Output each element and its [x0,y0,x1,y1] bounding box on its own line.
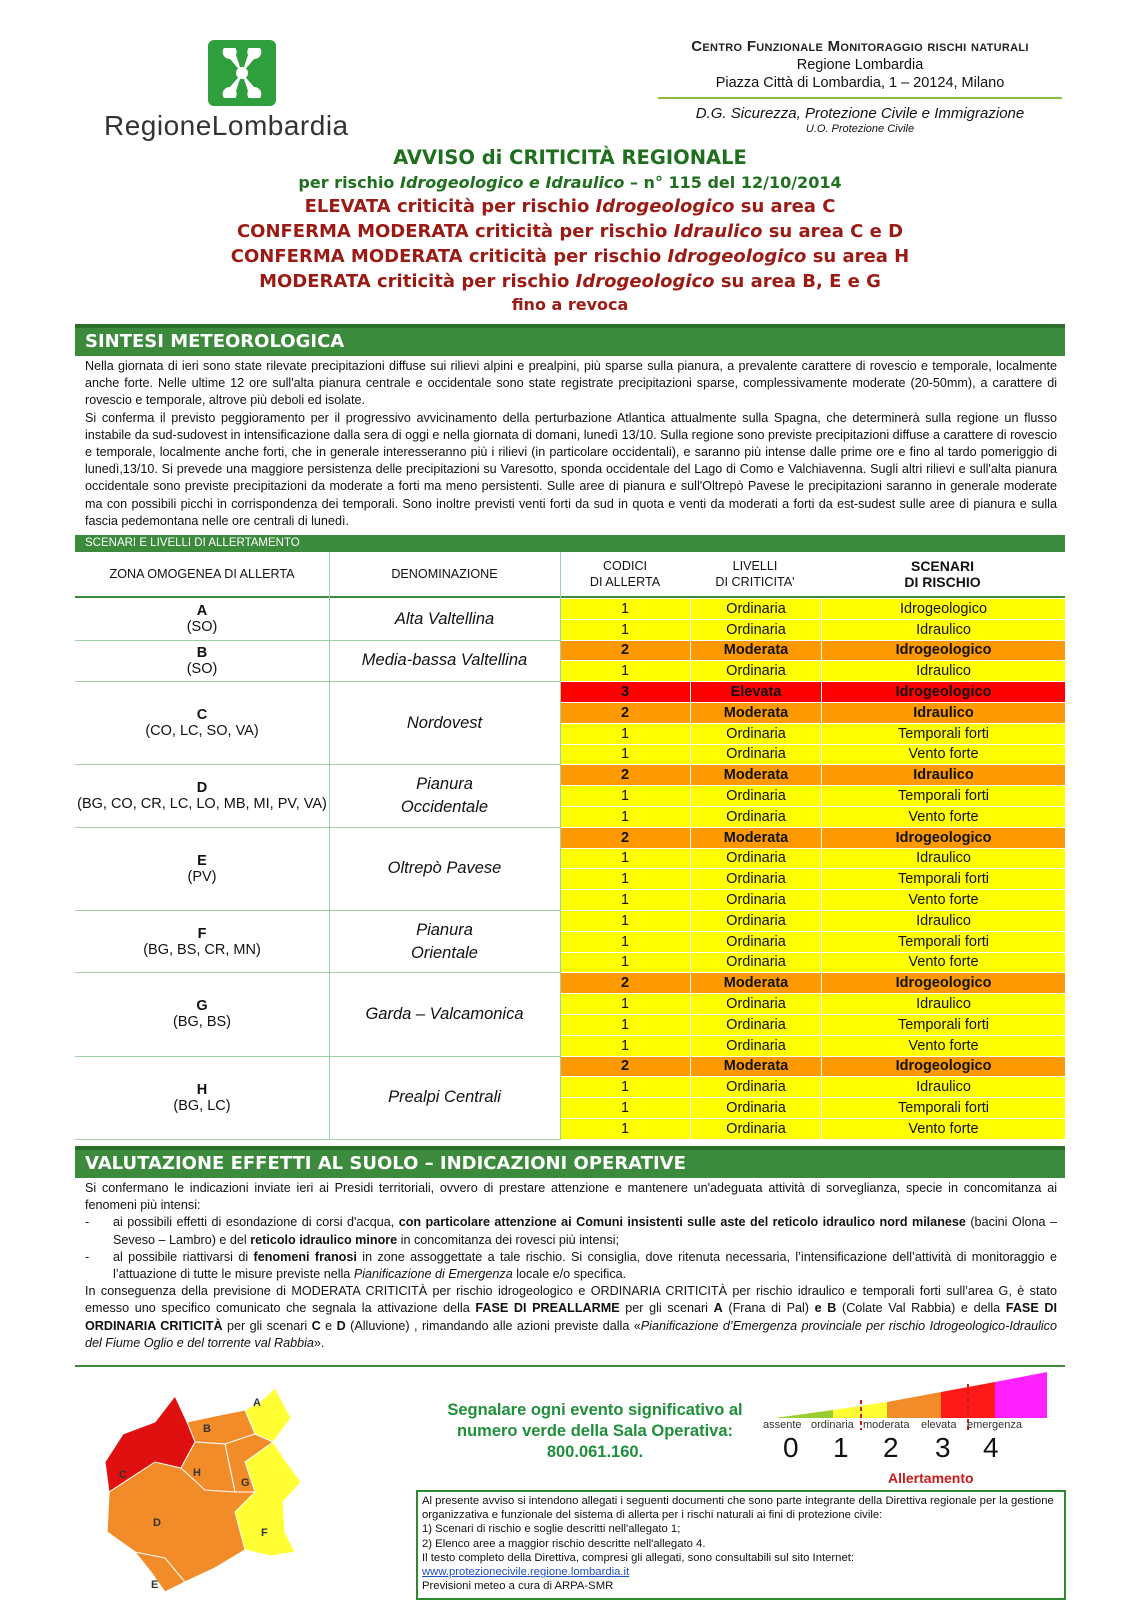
scenario-rischio: Idrogeologico [899,600,988,617]
regione-lombardia-logo [104,38,394,148]
scenario-rischio: Idraulico [916,850,971,867]
table-row [560,1057,1065,1078]
zone-cell [75,765,329,827]
livello-criticita: Moderata [691,765,822,785]
scenario-rischio: Vento forte [908,1120,979,1137]
zone-denominazione: Alta Valtellina [329,599,560,641]
map-label-b: B [203,1423,211,1435]
scenario-rischio: Temporali forti [897,933,990,950]
table-row [560,620,1065,641]
valutazione-intro: Si confermano le indicazioni inviate ieri ai Presidi territoriali, ovvero di prestare attenzione e mantenere un'adeguata attività di sorveglianza, specie in concomitanza ai fenomeni più intensi: [85,1181,1057,1213]
scenario-rischio: Idraulico [916,663,971,680]
scenario-rischio: Idrogeologico [895,975,992,992]
codice-allerta: 1 [560,745,691,765]
livello-criticita: Ordinaria [691,661,822,681]
zone-denominazione: Media-bassa Valtellina [329,641,560,683]
codice-allerta: 1 [560,1077,691,1097]
codice-allerta: 2 [560,641,691,661]
zone-code: D [196,780,208,797]
valutazione-heading: VALUTAZIONE EFFETTI AL SUOLO – INDICAZIONI OPERATIVE [75,1146,1065,1178]
zone-denominazione: Oltrepò Pavese [329,828,560,911]
table-row [560,682,1065,703]
lombardia-zone-map [95,1382,355,1592]
livello-criticita: Moderata [691,703,822,723]
livello-criticita: Ordinaria [691,911,822,931]
map-label-e: E [151,1579,159,1591]
scenario-rischio: Idraulico [913,704,974,721]
codice-allerta: 2 [560,973,691,993]
map-label-g: G [241,1477,250,1489]
sintesi-paragraph-1: Nella giornata di ieri sono state rilevate precipitazioni diffuse sui rilievi alpini e prealpini, più sparse sulla pianura, a prevalente carattere di rovescio e temporale, localmente anche forte. Nelle ultime 12 ore sull'alta pianura centrale e occidentale sono state registrate precipitazioni sparse, complessivamente moderate (20-50mm), a carattere di rovescio e temporale, altrove più deboli ed isolate. [85,359,1057,408]
scale-number-0: 0 [783,1432,799,1463]
livello-criticita: Ordinaria [691,1119,822,1139]
zone-provinces: (CO, LC, SO, VA) [145,723,259,740]
header-zona: ZONA OMOGENEA DI ALLERTA [109,567,295,581]
livello-criticita: Ordinaria [691,890,822,910]
scenario-rischio: Vento forte [908,746,979,763]
centro-title: Centro Funzionale Monitoraggio rischi naturali [691,38,1029,55]
table-row [560,724,1065,745]
zone-cell [75,973,329,1056]
header-denominazione: DENOMINAZIONE [391,567,498,581]
zone-cell [75,682,329,765]
scale-number-2: 2 [883,1432,899,1463]
livello-criticita: Ordinaria [691,1077,822,1097]
codice-allerta: 1 [560,911,691,931]
zone-cell [75,599,329,641]
scale-label-ordinaria: ordinaria [811,1419,854,1431]
bottom-divider [75,1365,1065,1367]
scenario-rischio: Idrogeologico [895,1058,992,1075]
scenario-rischio: Idraulico [913,767,974,784]
codice-allerta: 1 [560,786,691,806]
allegati-item-1: 1) Scenari di rischio e soglie descritti nell'allegato 1; [422,1523,681,1536]
unita-organizzativa: U.O. Protezione Civile [805,123,915,135]
livello-criticita: Ordinaria [691,599,822,619]
scenario-rischio: Temporali forti [897,871,990,888]
zone-denominazione: Garda – Valcamonica [329,973,560,1056]
sintesi-text [85,358,1057,530]
protezione-civile-link[interactable]: www.protezionecivile.regione.lombardia.it [422,1566,630,1579]
zone-cell [75,1057,329,1140]
wedge-emergenza [995,1372,1047,1418]
fino-a-revoca: fino a revoca [511,295,629,314]
avviso-title: AVVISO di CRITICITÀ REGIONALE [393,146,747,169]
codice-allerta: 1 [560,1098,691,1118]
codice-allerta: 1 [560,599,691,619]
zone-code: B [196,644,208,661]
livello-criticita: Ordinaria [691,786,822,806]
map-label-a: A [253,1397,261,1409]
zone-provinces: (SO) [186,619,218,636]
header-codici: CODICI DI ALLERTA [589,559,661,589]
header-scenari: SCENARI DI RISCHIO [904,558,981,590]
centro-address: Piazza Città di Lombardia, 1 – 20124, Milano [715,75,1005,91]
sintesi-heading: SINTESI METEOROLOGICA [75,324,1065,356]
logo-text: RegioneLombardia [104,110,349,141]
zone-code: F [197,925,207,942]
livello-criticita: Ordinaria [691,807,822,827]
codice-allerta: 1 [560,953,691,973]
codice-allerta: 1 [560,869,691,889]
zone-denominazione: Nordovest [329,682,560,765]
codice-allerta: 1 [560,890,691,910]
zone-denominazione: Pianura Occidentale [329,765,560,827]
table-row [560,745,1065,766]
scale-label-elevata: elevata [921,1419,957,1431]
table-row [560,807,1065,828]
scale-number-1: 1 [833,1432,849,1463]
livello-criticita: Ordinaria [691,953,822,973]
criticita-line-3: CONFERMA MODERATA criticità per rischio Idrogeologico su area H [230,246,910,267]
livello-criticita: Ordinaria [691,724,822,744]
scale-label-emergenza: emergenza [967,1419,1023,1431]
allegati-testo-completo: Il testo completo della Direttiva, compresi gli allegati, sono consultabili sul sito Internet: [422,1551,855,1564]
scenario-rischio: Temporali forti [897,1100,990,1117]
valutazione-bullet-2: - al possibile riattivarsi di fenomeni franosi in zone assoggettate a tale rischio. Si consiglia, dove ritenuta necessaria, l’intensificazione dell’attività di monitoraggio e l’attuazione di tutte le misure previste nella Pianificazione di Emergenza locale e/o specifica. [85,1249,1057,1282]
scale-label-assente: assente [763,1419,802,1431]
codice-allerta: 1 [560,724,691,744]
table-row [560,703,1065,724]
livello-criticita: Moderata [691,973,822,993]
criticita-line-2: CONFERMA MODERATA criticità per rischio Idraulico su area C e D [236,221,904,242]
avviso-subtitle: per rischio Idrogeologico e Idraulico – n° 115 del 12/10/2014 [298,173,842,192]
criticita-line-1: ELEVATA criticità per rischio Idrogeologico su area C [304,196,836,217]
centro-divider [658,97,1062,99]
allegati-item-2: 2) Elenco aree a maggior rischio descritte nell'allegato 4. [422,1537,706,1550]
table-row [560,994,1065,1015]
zone-provinces: (PV) [187,868,217,885]
table-row [560,765,1065,786]
logo-emblem-icon [208,40,276,106]
codice-allerta: 2 [560,765,691,785]
map-label-f: F [261,1527,268,1539]
allegati-box [416,1490,1066,1600]
valutazione-bullet-1: - ai possibili effetti di esondazione di corsi d'acqua, con particolare attenzione ai Comuni insistenti sulle aste del reticolo idraulico nord milanese (bacini Olona – Seveso – Lambro) e del reticolo idraulico minore in concomitanza dei rovesci più intensi; [85,1215,1057,1247]
table-row [560,1098,1065,1119]
allegati-intro: Al presente avviso si intendono allegati i seguenti documenti che sono parte integrante della Direttiva regionale per la gestione organizzativa e funzionale del sistema di allerta per i rischi naturali ai fini di protezione civile: [422,1495,1054,1522]
table-row [560,786,1065,807]
zone-provinces: (SO) [186,660,218,677]
codice-allerta: 2 [560,828,691,848]
scenario-rischio: Vento forte [908,808,979,825]
previsioni-meteo-credit: Previsioni meteo a cura di ARPA-SMR [422,1580,614,1593]
table-row [560,953,1065,974]
codice-allerta: 3 [560,682,691,702]
valutazione-text [85,1180,1057,1352]
table-header-divider [75,596,1065,598]
scenario-rischio: Idraulico [916,1079,971,1096]
criticita-line-4: MODERATA criticità per rischio Idrogeologico su area B, E e G [259,271,881,292]
codice-allerta: 1 [560,661,691,681]
scenario-rischio: Temporali forti [897,1016,990,1033]
codice-allerta: 1 [560,932,691,952]
codice-allerta: 1 [560,849,691,869]
codice-allerta: 1 [560,994,691,1014]
map-label-c: C [119,1469,127,1481]
codice-allerta: 1 [560,807,691,827]
livello-criticita: Ordinaria [691,869,822,889]
codice-allerta: 1 [560,1036,691,1056]
table-row [560,869,1065,890]
table-row [560,828,1065,849]
zone-provinces: (BG, BS, CR, MN) [143,941,261,958]
livello-criticita: Ordinaria [691,1015,822,1035]
sintesi-paragraph-2: Si conferma il previsto peggioramento per il progressivo avvicinamento della perturbazione Atlantica attualmente sulla Spagna, che determinerà sulla regione un flusso instabile da sud-sudovest in intensificazione dalla sera di oggi e nella giornata di domani, lunedì 13/10. Sulla regione sono previste precipitazioni diffuse a carattere di rovescio e temporale, localmente anche forti, che in generale interesseranno più i rilievi (in particolare occidentali), e saranno più intense dalle prime ore e fino al tardo pomeriggio di lunedì,13/10. Si prevede una maggiore persistenza delle precipitazioni su Varesotto, sponda occidentale del Lago di Como e Valchiavenna. Sugli altri rilievi e sull'alta pianura occidentale sono previste precipitazioni da moderate a forti ma meno persistenti. Sulle aree di pianura e sull'Oltrepò Pavese le precipitazioni saranno in generale moderate ma con possibili picchi in corrispondenza dei temporali. Sono inoltre previsti venti forti da sud in quota e venti da moderati a forti da est-sudest sulle aree di pianura e sulla fascia pedemontana nelle ore centrali di lunedì. [85,410,1057,528]
table-row [560,973,1065,994]
livello-criticita: Ordinaria [691,620,822,640]
table-row [560,932,1065,953]
livello-criticita: Moderata [691,641,822,661]
zone-provinces: (BG, LC) [173,1097,231,1114]
zone-code: G [196,998,208,1015]
centro-region: Regione Lombardia [796,57,924,73]
zone-denominazione: Prealpi Centrali [329,1057,560,1140]
zone-code: H [196,1081,208,1098]
segnalare-numero-verde: Segnalare ogni evento significativo al numero verde della Sala Operativa: 800.061.160. [447,1401,743,1461]
table-row [560,849,1065,870]
zone-provinces: (BG, BS) [172,1014,231,1031]
codice-allerta: 2 [560,1057,691,1077]
livello-criticita: Ordinaria [691,1098,822,1118]
table-row [560,661,1065,682]
direzione-generale: D.G. Sicurezza, Protezione Civile e Immigrazione [695,105,1025,122]
table-column-divider [560,552,561,1140]
scenario-rischio: Idrogeologico [895,684,992,701]
table-row [560,1015,1065,1036]
table-header [75,552,1065,596]
table-row [560,1119,1065,1140]
livello-criticita: Ordinaria [691,994,822,1014]
table-row [560,1077,1065,1098]
zone-code: A [196,603,208,620]
scenario-rischio: Idrogeologico [895,829,992,846]
scenario-rischio: Temporali forti [897,725,990,742]
header-livelli: LIVELLI DI CRITICITA' [715,559,795,589]
scenario-rischio: Idraulico [916,912,971,929]
codice-allerta: 1 [560,1015,691,1035]
codice-allerta: 2 [560,703,691,723]
livello-criticita: Ordinaria [691,1036,822,1056]
map-label-d: D [153,1517,161,1529]
table-row [560,599,1065,620]
wedge-moderata [887,1392,941,1418]
livello-criticita: Ordinaria [691,745,822,765]
table-row [560,911,1065,932]
scenario-rischio: Vento forte [908,892,979,909]
zone-cell [75,641,329,683]
livello-criticita: Elevata [691,682,822,702]
table-row [560,1036,1065,1057]
scale-label-moderata: moderata [863,1419,910,1431]
livello-criticita: Ordinaria [691,932,822,952]
scenari-heading: SCENARI E LIVELLI DI ALLERTAMENTO [75,535,1065,552]
codice-allerta: 1 [560,1119,691,1139]
livello-criticita: Moderata [691,828,822,848]
valutazione-paragraph-2: In conseguenza della previsione di MODERATA CRITICITÀ per rischio idrogeologico e ORDINARIA CRITICITÀ per rischio idraulico e temporali forti sull’area G, è stato emesso uno specifico comunicato che segnala la attivazione della FASE DI PREALLARME per gli scenari A (Frana di Pal) e B (Colate Val Rabbia) e della FASE DI ORDINARIA CRITICITÀ per gli scenari C e D (Alluvione) , rimandando alle azioni previste dalla «Pianificazione d’Emergenza provinciale per rischio Idrogeologico-Idraulico del Fiume Oglio e del torrente val Rabbia». [85,1284,1057,1350]
zone-cell [75,911,329,973]
livello-criticita: Moderata [691,1057,822,1077]
zone-provinces: (BG, CO, CR, LC, LO, MB, MI, PV, VA) [77,796,327,813]
table-row [560,641,1065,662]
avviso-titles [75,146,1065,314]
zone-code: C [196,707,208,724]
scale-number-4: 4 [983,1432,999,1463]
scenario-rischio: Idraulico [916,996,971,1013]
codice-allerta: 1 [560,620,691,640]
zone-code: E [197,852,207,869]
scenario-rischio: Vento forte [908,1037,979,1054]
scenario-rischio: Idraulico [916,621,971,638]
scenario-rischio: Vento forte [908,954,979,971]
scenario-rischio: Temporali forti [897,788,990,805]
wedge-assente [775,1410,833,1418]
centro-funzionale-block [640,38,1080,135]
scale-number-3: 3 [935,1432,951,1463]
zone-cell [75,828,329,911]
allertamento-label: Allertamento [888,1470,974,1486]
table-row [560,890,1065,911]
table-column-divider [329,552,330,1140]
scenario-rischio: Idrogeologico [895,642,992,659]
map-label-h: H [193,1467,201,1479]
zone-denominazione: Pianura Orientale [329,911,560,973]
livello-criticita: Ordinaria [691,849,822,869]
